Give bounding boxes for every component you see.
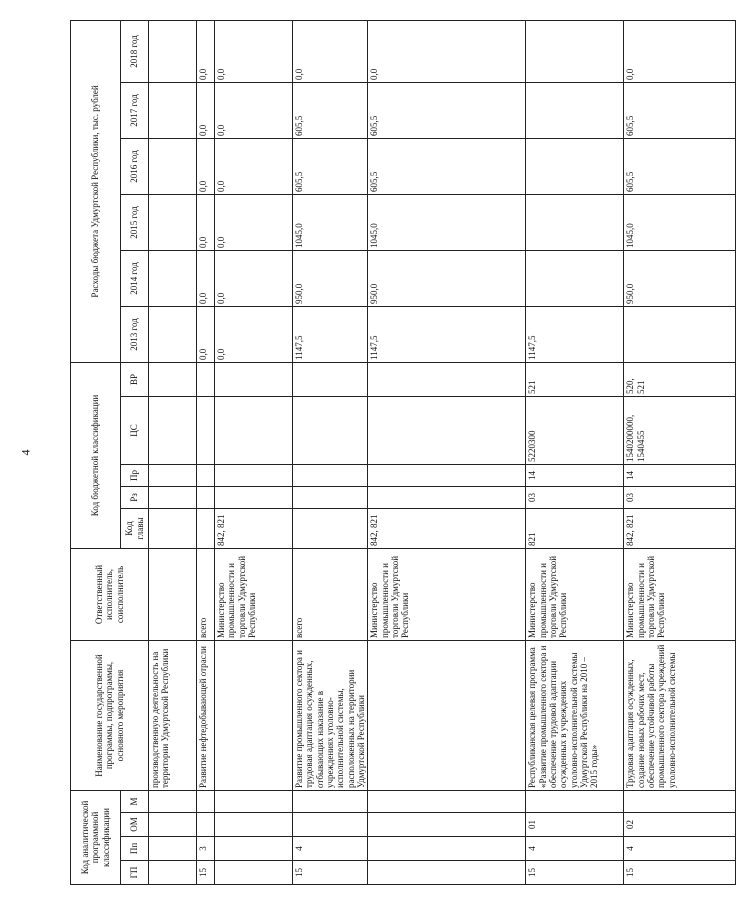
cell-year-value: 1045,0 — [624, 194, 736, 250]
cell-resp: Министерство промышленности и торговли Удмуртской Республики — [624, 549, 736, 641]
cell-rz — [197, 487, 215, 509]
header-pr: Пр — [121, 465, 149, 487]
cell-name: Развитие нефтедобывающей отрасли — [197, 641, 215, 791]
cell-year-value: 0,0 — [624, 20, 736, 82]
cell-year-value: 0,0 — [215, 250, 293, 306]
header-m: М — [121, 791, 149, 813]
cell-year-value — [149, 82, 197, 138]
cell-cs: 5220300 — [526, 397, 624, 465]
cell-m — [197, 791, 215, 813]
cell-year-value — [149, 20, 197, 82]
cell-pp: 4 — [526, 837, 624, 861]
expenses-table — [70, 20, 736, 885]
cell-year-value: 0,0 — [197, 82, 215, 138]
cell-year-value — [624, 306, 736, 362]
cell-pp — [368, 837, 526, 861]
cell-cs — [149, 397, 197, 465]
cell-rz: 03 — [526, 487, 624, 509]
cell-year-value: 0,0 — [215, 20, 293, 82]
cell-gp — [215, 861, 293, 885]
cell-year-value: 0,0 — [197, 306, 215, 362]
cell-vr: 520, 521 — [624, 362, 736, 396]
cell-gp: 15 — [293, 861, 368, 885]
cell-name — [215, 641, 293, 791]
cell-pp: 4 — [293, 837, 368, 861]
cell-year-value — [526, 20, 624, 82]
cell-year-value: 0,0 — [197, 138, 215, 194]
table-row — [197, 20, 215, 884]
cell-cs: 1540200000, 1540455 — [624, 397, 736, 465]
cell-om: 02 — [624, 813, 736, 837]
cell-pr — [149, 465, 197, 487]
cell-kg — [197, 509, 215, 549]
cell-rz: 03 — [624, 487, 736, 509]
cell-m — [526, 791, 624, 813]
cell-m — [215, 791, 293, 813]
cell-cs — [215, 397, 293, 465]
cell-pr: 14 — [624, 465, 736, 487]
header-year-2016: 2016 год — [121, 138, 149, 194]
cell-year-value: 0,0 — [215, 306, 293, 362]
header-pp: Пп — [121, 837, 149, 861]
cell-year-value: 0,0 — [368, 20, 526, 82]
cell-name: производственную деятельность на территории Удмуртской Республики — [149, 641, 197, 791]
cell-pr — [197, 465, 215, 487]
cell-resp: Министерство промышленности и торговли Удмуртской Республики — [215, 549, 293, 641]
header-year-2014: 2014 год — [121, 250, 149, 306]
cell-gp: 15 — [526, 861, 624, 885]
cell-pr: 14 — [526, 465, 624, 487]
cell-gp: 15 — [197, 861, 215, 885]
cell-pr — [293, 465, 368, 487]
cell-resp: Министерство промышленности и торговли Удмуртской Республики — [368, 549, 526, 641]
cell-pr — [215, 465, 293, 487]
cell-m — [624, 791, 736, 813]
cell-year-value: 1045,0 — [293, 194, 368, 250]
cell-year-value — [149, 250, 197, 306]
cell-kg: 842, 821 — [215, 509, 293, 549]
cell-year-value: 0,0 — [197, 194, 215, 250]
header-vr: ВР — [121, 362, 149, 396]
cell-gp: 15 — [624, 861, 736, 885]
cell-year-value: 950,0 — [293, 250, 368, 306]
header-responsible: Ответственный исполнитель, соисполнитель — [71, 549, 149, 641]
cell-pr — [368, 465, 526, 487]
cell-vr — [149, 362, 197, 396]
cell-om — [215, 813, 293, 837]
cell-rz — [149, 487, 197, 509]
cell-name: Развитие промышленного сектора и трудовая адаптация осужденных, отбывающих наказание в учреждениях уголовно-исполнительной системы, расположенных на территории Удмуртской Республики — [293, 641, 368, 791]
header-year-2018: 2018 год — [121, 20, 149, 82]
cell-year-value: 1147,5 — [293, 306, 368, 362]
table-row — [293, 20, 368, 884]
cell-kg: 842, 821 — [368, 509, 526, 549]
header-kod-glavy: Код главы — [121, 509, 149, 549]
cell-year-value: 605,5 — [293, 138, 368, 194]
cell-year-value: 0,0 — [215, 194, 293, 250]
cell-om — [368, 813, 526, 837]
cell-om — [149, 813, 197, 837]
cell-kg — [149, 509, 197, 549]
cell-om — [197, 813, 215, 837]
cell-year-value — [526, 82, 624, 138]
table-row — [624, 20, 736, 884]
cell-year-value: 605,5 — [624, 138, 736, 194]
header-year-2017: 2017 год — [121, 82, 149, 138]
cell-pp — [215, 837, 293, 861]
cell-pp: 4 — [624, 837, 736, 861]
cell-vr: 521 — [526, 362, 624, 396]
cell-pp: 3 — [197, 837, 215, 861]
cell-m — [368, 791, 526, 813]
cell-year-value: 1045,0 — [368, 194, 526, 250]
header-year-2015: 2015 год — [121, 194, 149, 250]
header-budget-group: Код бюджетной классификации — [71, 362, 121, 548]
cell-cs — [368, 397, 526, 465]
header-name: Наименование государственной программы, подпрограммы, основного мероприятия — [71, 641, 149, 791]
cell-year-value: 0,0 — [215, 138, 293, 194]
cell-year-value: 0,0 — [197, 20, 215, 82]
header-code-group: Код аналитической программной классификации — [71, 791, 121, 885]
cell-year-value — [526, 194, 624, 250]
cell-cs — [197, 397, 215, 465]
cell-year-value: 0,0 — [197, 250, 215, 306]
cell-gp — [149, 861, 197, 885]
cell-m — [293, 791, 368, 813]
cell-year-value — [526, 250, 624, 306]
cell-year-value: 605,5 — [368, 82, 526, 138]
table-row — [526, 20, 624, 884]
page-number: 4 — [18, 449, 33, 456]
cell-resp — [149, 549, 197, 641]
cell-om: 01 — [526, 813, 624, 837]
cell-year-value — [526, 138, 624, 194]
cell-pp — [149, 837, 197, 861]
cell-year-value: 1147,5 — [526, 306, 624, 362]
cell-rz — [215, 487, 293, 509]
header-om: ОМ — [121, 813, 149, 837]
cell-kg: 821 — [526, 509, 624, 549]
cell-year-value: 1147,5 — [368, 306, 526, 362]
cell-year-value — [149, 194, 197, 250]
header-gp: ГП — [121, 861, 149, 885]
cell-year-value: 605,5 — [368, 138, 526, 194]
cell-name: Трудовая адаптация осужденных, создание новых рабочих мест, обеспечение устойчивой работы промышленного сектора учреждений уголовно-исполнительной системы — [624, 641, 736, 791]
cell-resp: всего — [197, 549, 215, 641]
cell-year-value: 950,0 — [624, 250, 736, 306]
cell-cs — [293, 397, 368, 465]
cell-rz — [293, 487, 368, 509]
cell-kg: 842, 821 — [624, 509, 736, 549]
cell-gp — [368, 861, 526, 885]
cell-year-value: 0,0 — [293, 20, 368, 82]
cell-vr — [197, 362, 215, 396]
cell-year-value: 605,5 — [624, 82, 736, 138]
cell-kg — [293, 509, 368, 549]
cell-year-value — [149, 138, 197, 194]
cell-year-value — [149, 306, 197, 362]
cell-rz — [368, 487, 526, 509]
rotated-table-wrapper — [70, 25, 677, 885]
header-year-2013: 2013 год — [121, 306, 149, 362]
cell-vr — [293, 362, 368, 396]
cell-name: Республиканская целевая программа «Развитие промышленного сектора и обеспечение трудовой адаптации осужденных в учреждениях уголовно-исполнительной системы Удмуртской Республики на 2010 – 2015 годы» — [526, 641, 624, 791]
cell-om — [293, 813, 368, 837]
cell-name — [368, 641, 526, 791]
cell-year-value: 0,0 — [215, 82, 293, 138]
header-rz: Рз — [121, 487, 149, 509]
cell-vr — [215, 362, 293, 396]
cell-year-value: 950,0 — [368, 250, 526, 306]
cell-year-value: 605,5 — [293, 82, 368, 138]
header-expenses-group: Расходы бюджета Удмуртской Республики, тыс. рублей — [71, 20, 121, 362]
header-cs: ЦС — [121, 397, 149, 465]
table-row — [215, 20, 293, 884]
cell-m — [149, 791, 197, 813]
cell-vr — [368, 362, 526, 396]
table-row — [149, 20, 197, 884]
cell-resp: Министерство промышленности и торговли Удмуртской Республики — [526, 549, 624, 641]
cell-resp: всего — [293, 549, 368, 641]
table-row — [368, 20, 526, 884]
